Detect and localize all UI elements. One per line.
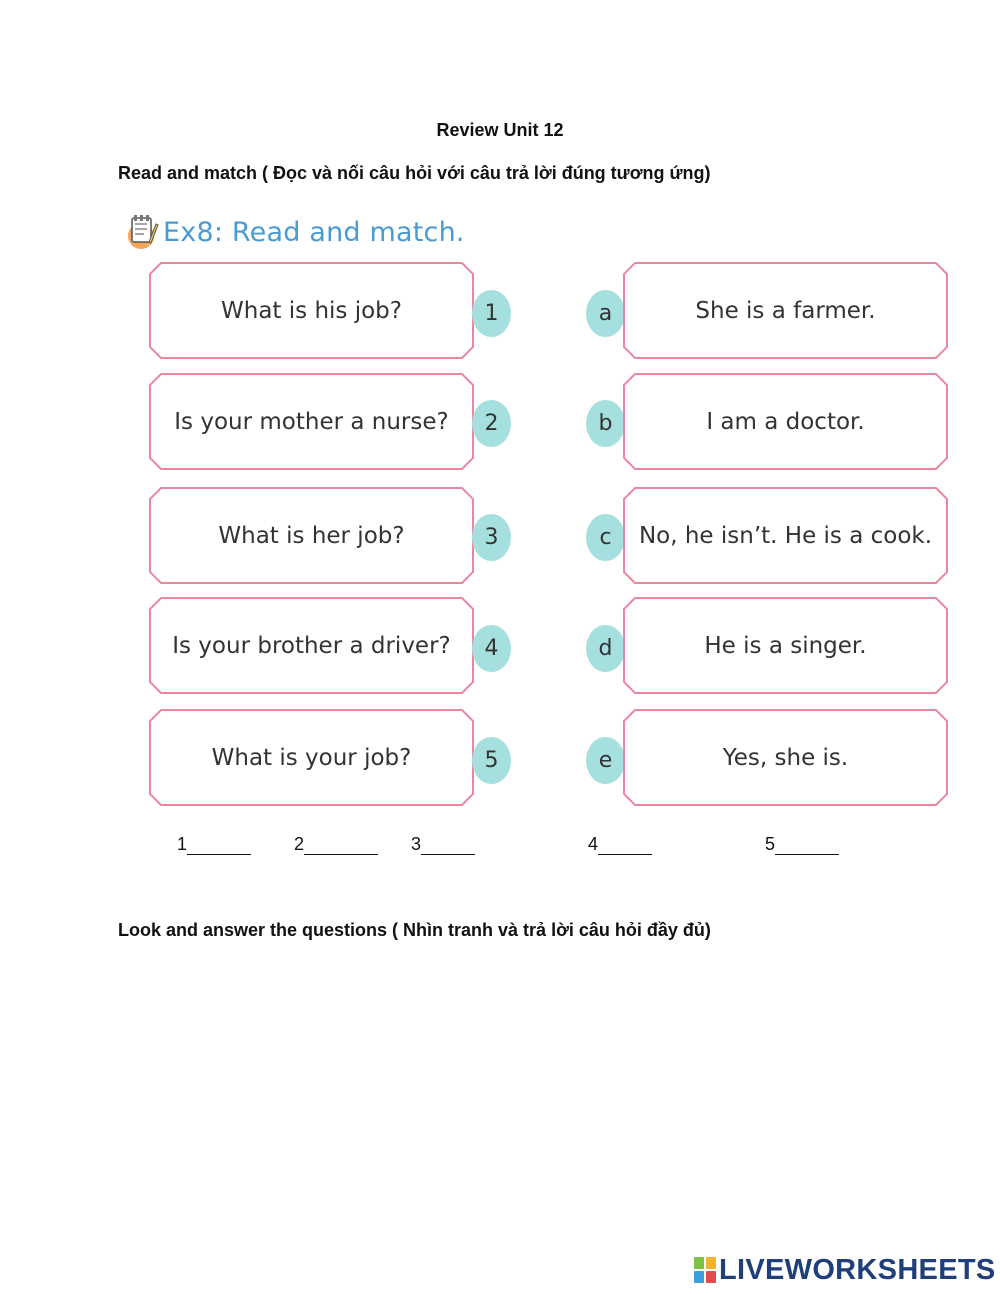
exercise-title: Ex8: Read and match.: [163, 216, 465, 248]
answer-blank[interactable]: [765, 834, 839, 855]
liveworksheets-logo: [694, 1252, 996, 1288]
instruction-read-and-match: Read and match ( Đọc và nối câu hỏi với câu trả lời đúng tương ứng): [118, 163, 711, 183]
blank-number: 5: [765, 834, 776, 854]
liveworksheets-logo-text: LIVEWORKSHEETS: [719, 1253, 996, 1286]
answer-card: [623, 487, 948, 584]
blank-line[interactable]: [421, 836, 475, 855]
answer-blank[interactable]: [411, 834, 475, 855]
question-number-badge: 3: [472, 514, 511, 561]
question-number-badge: 1: [472, 290, 511, 337]
question-card: [149, 487, 474, 584]
blank-line[interactable]: [598, 836, 652, 855]
answer-text: He is a singer.: [704, 632, 867, 659]
question-number-badge: 5: [472, 737, 511, 784]
answer-text: She is a farmer.: [695, 297, 876, 324]
question-text: Is your mother a nurse?: [174, 408, 449, 435]
answer-card: [623, 709, 948, 806]
question-text: Is your brother a driver?: [172, 632, 451, 659]
question-card: [149, 262, 474, 359]
notepad-pencil-icon: [127, 212, 159, 252]
answer-card: [623, 373, 948, 470]
answer-letter-badge: c: [586, 514, 625, 561]
answer-letter-badge: d: [586, 625, 625, 672]
question-text: What is her job?: [218, 522, 405, 549]
answer-letter-badge: a: [586, 290, 625, 337]
answer-blank[interactable]: [588, 834, 652, 855]
answer-blank[interactable]: [177, 834, 251, 855]
question-card: [149, 597, 474, 694]
page-title: Review Unit 12: [436, 120, 564, 140]
blank-line[interactable]: [304, 836, 378, 855]
question-text: What is his job?: [221, 297, 402, 324]
question-card: [149, 709, 474, 806]
question-number-badge: 4: [472, 625, 511, 672]
answer-letter-badge: b: [586, 400, 625, 447]
blank-line[interactable]: [187, 836, 251, 855]
blank-number: 4: [588, 834, 599, 854]
blank-number: 2: [294, 834, 305, 854]
answer-card: [623, 262, 948, 359]
question-text: What is your job?: [211, 744, 412, 771]
answer-text: No, he isn’t. He is a cook.: [638, 522, 933, 549]
instruction-look-and-answer: Look and answer the questions ( Nhìn tranh và trả lời câu hỏi đầy đủ): [118, 920, 711, 940]
answer-blank[interactable]: [294, 834, 378, 855]
blank-number: 1: [177, 834, 188, 854]
answer-text: Yes, she is.: [722, 744, 849, 771]
answer-text: I am a doctor.: [706, 408, 865, 435]
liveworksheets-logo-icon: [694, 1257, 716, 1283]
answer-card: [623, 597, 948, 694]
answer-letter-badge: e: [586, 737, 625, 784]
question-number-badge: 2: [472, 400, 511, 447]
blank-number: 3: [411, 834, 422, 854]
blank-line[interactable]: [775, 836, 839, 855]
exercise-header: [127, 210, 465, 254]
question-card: [149, 373, 474, 470]
